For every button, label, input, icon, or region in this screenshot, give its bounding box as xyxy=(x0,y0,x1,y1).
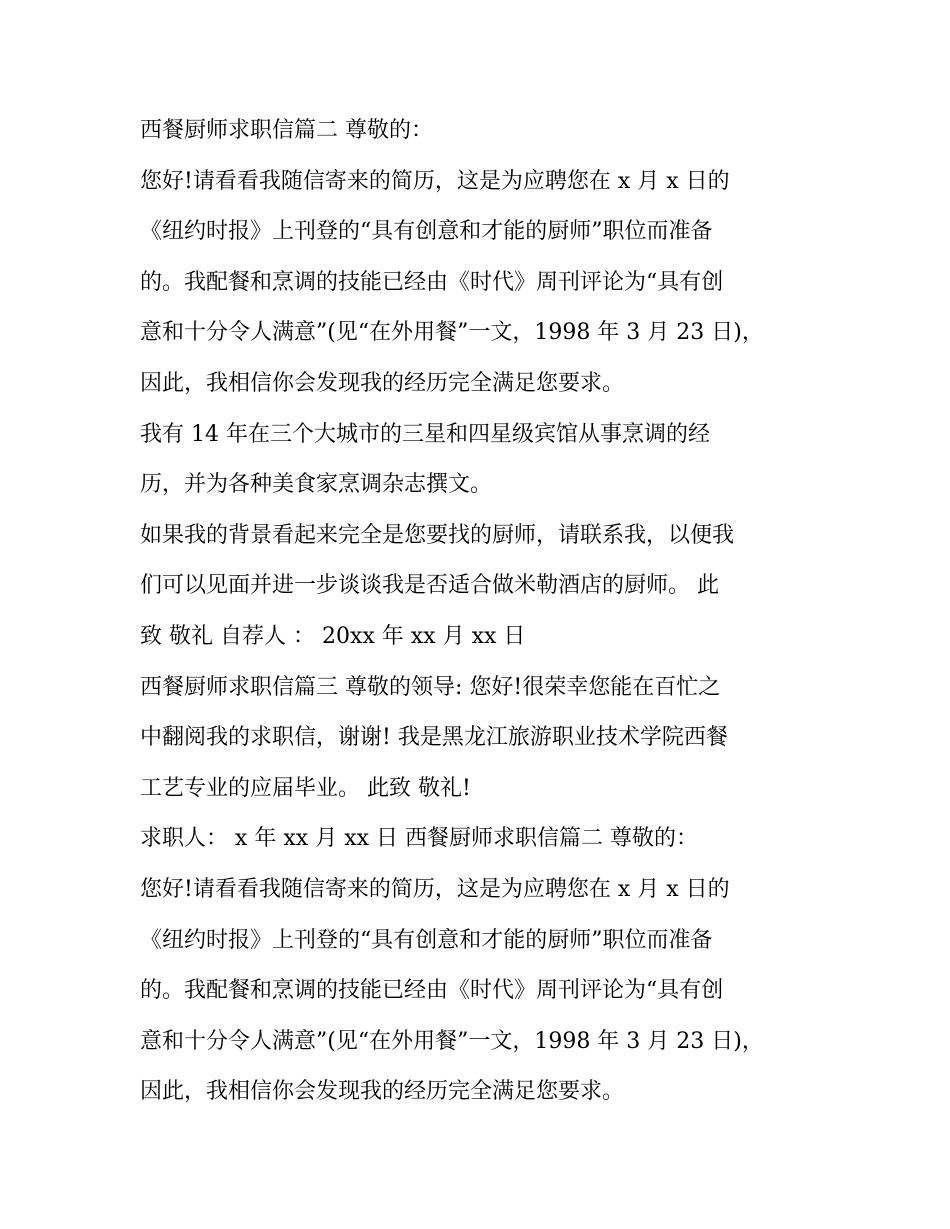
text-line: 我有 14 年在三个大城市的三星和四星级宾馆从事烹调的经 xyxy=(140,421,710,447)
text-line: 西餐厨师求职信篇二 尊敬的： xyxy=(140,118,433,143)
text-line: 您好!请看看我随信寄来的简历，这是为应聘您在 x 月 x 日的 xyxy=(140,876,730,902)
text-line: 因此，我相信你会发现我的经历完全满足您要求。 xyxy=(140,370,625,396)
text-line: 的。我配餐和烹调的技能已经由《时代》周刊评论为“具有创 xyxy=(140,978,724,1004)
text-line: 西餐厨师求职信篇三 尊敬的领导: 您好!很荣幸您能在百忙之 xyxy=(140,674,721,700)
text-line: 中翻阅我的求职信，谢谢! 我是黑龙江旅游职业技术学院西餐 xyxy=(140,725,728,751)
text-line: 《纽约时报》上刊登的“具有创意和才能的厨师”职位而准备 xyxy=(140,219,713,245)
text-line: 意和十分令人满意”(见“在外用餐”一文，1998 年 3 月 23 日)， xyxy=(140,1028,764,1054)
text-line: 工艺专业的应届毕业。 此致 敬礼! xyxy=(140,775,471,801)
text-line: 如果我的背景看起来完全是您要找的厨师，请联系我，以便我 xyxy=(140,522,735,548)
document-body xyxy=(140,106,840,1118)
text-line: 您好!请看看我随信寄来的简历，这是为应聘您在 x 月 x 日的 xyxy=(140,168,730,194)
text-line: 《纽约时报》上刊登的“具有创意和才能的厨师”职位而准备 xyxy=(140,927,713,953)
text-line: 求职人： x 年 xx 月 xx 日 西餐厨师求职信篇二 尊敬的： xyxy=(140,826,698,852)
text-line: 意和十分令人满意”(见“在外用餐”一文，1998 年 3 月 23 日)， xyxy=(140,320,764,346)
text-line: 的。我配餐和烹调的技能已经由《时代》周刊评论为“具有创 xyxy=(140,269,724,295)
text-line: 致 敬礼 自荐人 ： 20xx 年 xx 月 xx 日 xyxy=(140,623,526,649)
text-line: 因此，我相信你会发现我的经历完全满足您要求。 xyxy=(140,1079,625,1105)
text-line: 们可以见面并进一步谈谈我是否适合做米勒酒店的厨师。 此 xyxy=(140,573,719,599)
text-line: 历，并为各种美食家烹调杂志撰文。 xyxy=(140,472,493,498)
